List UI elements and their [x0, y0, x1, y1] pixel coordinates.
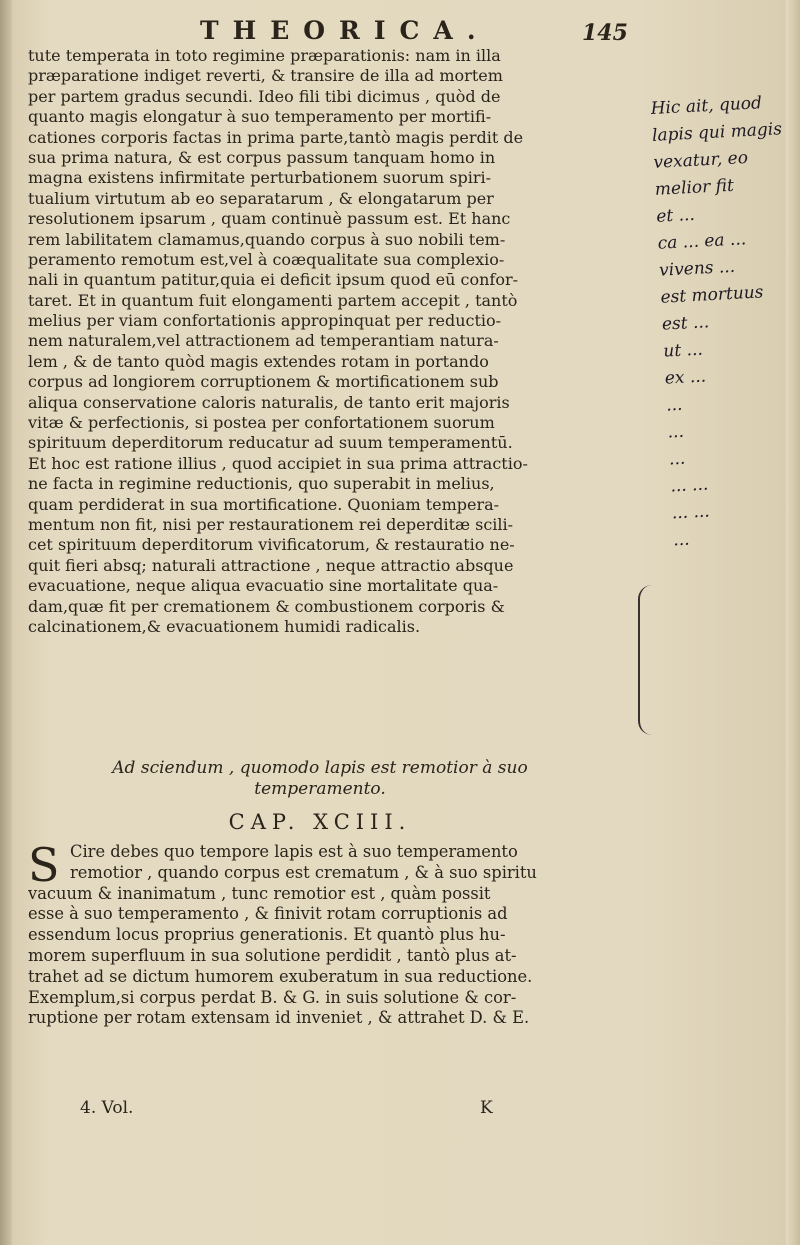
margin-note-line: ... — [665, 394, 683, 416]
text-line: Et hoc est ratione illius , quod accipiet in sua prima attractio- — [28, 453, 528, 473]
text-line: ruptione per rotam extensam id inveniet , & attrahet D. & E. — [28, 1008, 530, 1028]
margin-note-line: ... — [672, 529, 691, 551]
text-line: tute temperata in toto regimine præparationis: nam in illa — [28, 46, 501, 65]
drop-cap: S — [28, 838, 60, 892]
margin-note-line: ca ... ea ... — [657, 229, 747, 254]
margin-note-line: est ... — [661, 312, 710, 335]
text-line: trahet ad se dictum humorem exuberatum in sua reductione. — [28, 966, 533, 986]
text-line: sua prima natura, & est corpus passum tanquam homo in — [28, 147, 496, 167]
margin-note-line: melior fit — [654, 175, 735, 200]
text-line: remotior , quando corpus est crematum , & à suo spiritu — [70, 862, 537, 882]
margin-note-line: ... ... — [671, 501, 711, 524]
text-line: per partem gradus secundi. Ideo fili tibi dicimus , quòd de — [28, 86, 501, 106]
subtitle-line: Ad sciendum , quomodo lapis est remotior à suo — [112, 758, 528, 778]
text-line: morem superfluum in sua solutione perdidit , tantò plus at- — [28, 945, 517, 965]
margin-note-line: lapis qui magis — [651, 119, 783, 146]
section-subtitle — [60, 758, 580, 800]
text-line: esse à suo temperamento , & finivit rotam corruptionis ad — [28, 904, 508, 924]
page-footer — [80, 1098, 550, 1124]
text-line: vitæ & perfectionis, si postea per confortationem suorum — [28, 413, 495, 433]
margin-note-line: ... ... — [669, 474, 709, 497]
text-line: calcinationem,& evacuationem humidi radicalis. — [28, 616, 421, 636]
text-line: taret. Et in quantum fuit elongamenti partem accepit , tantò — [28, 290, 518, 310]
margin-note-line: Hic ait, quod — [650, 93, 763, 119]
text-line: præparatione indiget reverti, & transire de illa ad mortem — [28, 66, 503, 86]
text-line: cationes corporis factas in prima parte,tantò magis perdit de — [28, 127, 524, 147]
text-line: dam,quæ fit per cremationem & combustionem corporis & — [28, 596, 505, 616]
handwritten-margin-note — [650, 89, 800, 555]
running-head — [200, 14, 628, 48]
text-line: Cire debes quo tempore lapis est à suo temperamento — [70, 842, 518, 861]
text-line: resolutionem ipsarum , quam continuè passum est. Et hanc — [28, 209, 511, 229]
text-line: aliqua conservatione caloris naturalis, de tanto erit majoris — [28, 392, 510, 412]
text-line: quam perdiderat in sua mortificatione. Quoniam tempera- — [28, 494, 500, 514]
margin-note-line: est mortuus — [660, 282, 764, 308]
text-line: vacuum & inanimatum , tunc remotior est , quàm possit — [28, 883, 491, 903]
text-line: corpus ad longiorem corruptionem & mortificationem sub — [28, 372, 499, 392]
chapter-text-block — [28, 838, 653, 1029]
page-number: 145 — [582, 20, 628, 46]
page-binding-shadow — [0, 0, 12, 1245]
main-text-block — [28, 46, 643, 637]
text-line: Exemplum,si corpus perdat B. & G. in suis solutione & cor- — [28, 987, 517, 1007]
margin-note-line: ut ... — [662, 339, 704, 362]
text-line: ne facta in regimine reductionis, quo superabit in melius, — [28, 474, 495, 494]
text-line: rem labilitatem clamamus,quando corpus à suo nobili tem- — [28, 229, 506, 249]
running-title: THEORICA. — [200, 16, 490, 45]
text-line: melius per viam confortationis appropinquat per reductio- — [28, 311, 502, 331]
text-line: nali in quantum patitur,quia ei deficit ipsum quod eū confor- — [28, 270, 519, 290]
text-line: nem naturalem,vel attractionem ad temperantiam natura- — [28, 331, 499, 351]
text-line: cet spirituum deperditorum vivificatorum, & restauratio ne- — [28, 535, 515, 555]
margin-note-line: ... — [667, 421, 685, 443]
text-line: magna existens infirmitate perturbationem suorum spiri- — [28, 168, 492, 188]
text-line: tualium virtutum ab eo separatarum , & elongatarum per — [28, 188, 494, 208]
margin-note-line: vivens ... — [658, 256, 736, 281]
margin-note-line: vexatur, eo — [652, 147, 749, 173]
text-line: evacuatione, neque aliqua evacuatio sine mortalitate qua- — [28, 576, 499, 596]
text-line: quit fieri absq; naturali attractione , neque attractio absque — [28, 555, 514, 575]
text-line: peramento remotum est,vel à coæqualitate sua complexio- — [28, 249, 505, 269]
signature-mark: 4. Vol. — [80, 1098, 134, 1118]
margin-note-line: et ... — [655, 204, 696, 227]
text-line: spirituum deperditorum reducatur ad suum temperamentū. — [28, 433, 513, 453]
text-line: essendum locus proprius generationis. Et quantò plus hu- — [28, 925, 506, 945]
text-line: lem , & de tanto quòd magis extendes rotam in portando — [28, 351, 489, 371]
margin-note-line: ex ... — [664, 366, 707, 389]
text-line: quanto magis elongatur à suo temperamento per mortifi- — [28, 107, 492, 127]
margin-note-line: ... — [668, 448, 686, 470]
catchword: K — [480, 1098, 493, 1118]
text-line: mentum non fit, nisi per restaurationem rei deperditæ scili- — [28, 514, 514, 534]
chapter-heading: CAP. XCIII. — [228, 810, 412, 834]
subtitle-line: temperamento. — [254, 779, 386, 799]
margin-bracket — [638, 585, 656, 735]
